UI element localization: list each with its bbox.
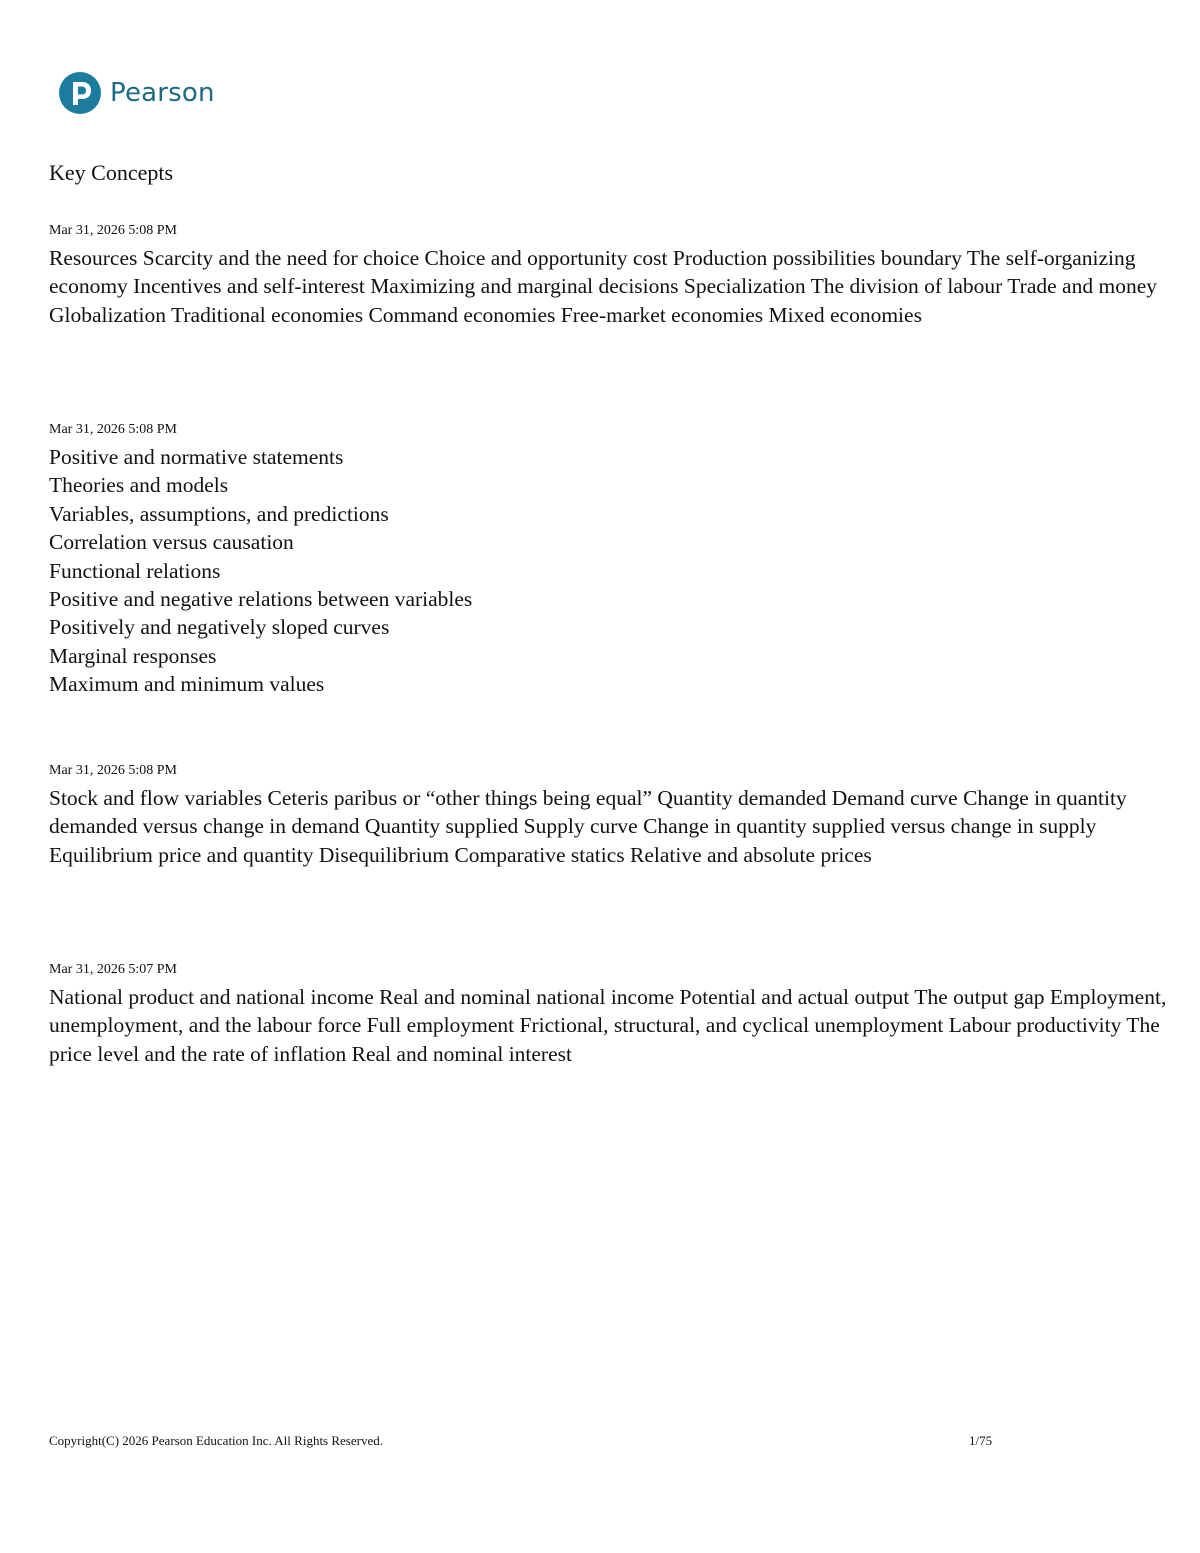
note-entry bbox=[49, 421, 1169, 699]
entry-line: Maximum and minimum values bbox=[49, 672, 325, 697]
pearson-logo-icon bbox=[58, 71, 102, 115]
entry-line: Positively and negatively sloped curves bbox=[49, 615, 390, 640]
entry-line: Functional relations bbox=[49, 558, 221, 583]
note-entry bbox=[49, 961, 1169, 1068]
entry-line: Variables, assumptions, and predictions bbox=[49, 501, 389, 526]
footer-copyright: Copyright(C) 2026 Pearson Education Inc. All Rights Reserved. bbox=[49, 1433, 383, 1448]
entry-line: Positive and normative statements bbox=[49, 445, 344, 469]
entry-line: Correlation versus causation bbox=[49, 530, 294, 555]
page-number: 1/75 bbox=[969, 1433, 993, 1448]
entry-timestamp: Mar 31, 2026 5:08 PM bbox=[49, 422, 177, 437]
entry-timestamp: Mar 31, 2026 5:08 PM bbox=[49, 223, 177, 238]
page-title: Key Concepts bbox=[49, 160, 174, 185]
entry-timestamp: Mar 31, 2026 5:07 PM bbox=[49, 962, 177, 977]
entry-line: Theories and models bbox=[49, 473, 229, 498]
entry-text: Resources Scarcity and the need for choice Choice and opportunity cost Production possibilities boundary The self-organizing economy Incentives and self-interest Maximizing and marginal decisions Specialization The division of labour Trade and money Globalization Traditional economies Command economies Free-market economies Mixed economies bbox=[49, 246, 1157, 327]
note-entry bbox=[49, 762, 1169, 869]
entry-timestamp: Mar 31, 2026 5:08 PM bbox=[49, 763, 177, 778]
entry-text: Stock and flow variables Ceteris paribus or “other things being equal” Quantity demanded Demand curve Change in quantity demanded versus change in demand Quantity supplied Supply curve Change in quantity supplied versus change in supply Equilibrium price and quantity Disequilibrium Comparative statics Relative and absolute prices bbox=[49, 786, 1127, 867]
note-entry bbox=[49, 222, 1169, 329]
entry-line: Positive and negative relations between variables bbox=[49, 587, 473, 612]
brand-name: Pearson bbox=[110, 78, 215, 108]
entry-line: Marginal responses bbox=[49, 643, 217, 668]
pearson-logo bbox=[58, 71, 215, 115]
entry-text: National product and national income Real and nominal national income Potential and actual output The output gap Employment, unemployment, and the labour force Full employment Frictional, structural, and cyclical unemployment Labour productivity The price level and the rate of inflation Real and nominal interest bbox=[49, 985, 1167, 1066]
entry-line-list bbox=[49, 443, 1169, 699]
